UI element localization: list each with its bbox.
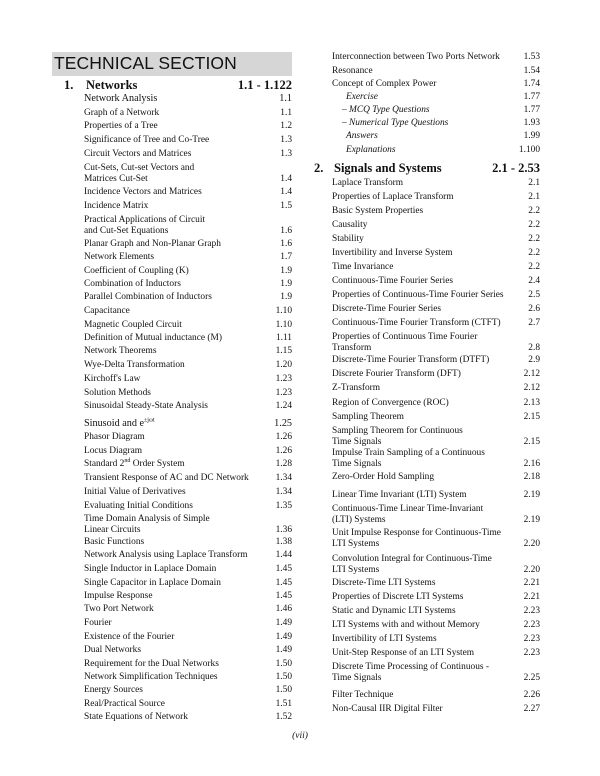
toc-entry	[84, 215, 292, 237]
toc-entry-title: Energy Sources	[84, 685, 143, 695]
toc-entry	[84, 578, 292, 589]
toc-entry	[84, 418, 292, 429]
toc-entry	[84, 473, 292, 484]
toc-entry	[332, 192, 540, 203]
toc-entry	[84, 388, 292, 399]
toc-entry-page: 1.50	[275, 685, 292, 695]
toc-entry-page: 1.36	[275, 525, 292, 535]
toc-entry-page: 2.12	[523, 369, 540, 379]
toc-entry-page: 1.100	[518, 145, 540, 155]
toc-entry-page: 1.11	[275, 333, 292, 343]
toc-entry-page: 1.28	[275, 459, 292, 469]
toc-entry-title: Standard 2nd Order System	[84, 457, 185, 469]
section-banner	[52, 52, 292, 76]
toc-entry	[84, 514, 292, 536]
toc-entry	[84, 459, 292, 470]
toc-entry	[332, 704, 540, 715]
toc-entry	[84, 320, 292, 331]
toc-entry-title: Explanations	[346, 145, 396, 155]
toc-entry-title: Properties of Continuous Time Fourier Transform	[332, 332, 478, 353]
toc-entry-title: Discrete Fourier Transform (DFT)	[332, 369, 461, 379]
toc-entry-page: 1.99	[523, 131, 540, 141]
toc-entry	[84, 360, 292, 371]
toc-entry-title: Incidence Vectors and Matrices	[84, 187, 202, 197]
toc-entry-title: Real/Practical Source	[84, 699, 165, 709]
chapter-title: Signals and Systems	[334, 161, 442, 175]
toc-entry-page: 2.23	[523, 634, 540, 644]
toc-entry-page: 2.21	[523, 592, 540, 602]
toc-entry-page: 2.1	[528, 178, 540, 188]
toc-entry-title: Resonance	[332, 66, 373, 76]
toc-entry-page: 1.46	[275, 604, 292, 614]
toc-entry-page: 2.6	[528, 304, 540, 314]
toc-entry	[84, 550, 292, 561]
toc-entry	[84, 672, 292, 683]
toc-entry	[332, 248, 540, 259]
toc-entry-title: Planar Graph and Non-Planar Graph	[84, 239, 221, 249]
toc-entry-page: 2.2	[528, 262, 540, 272]
toc-entry-page: 1.49	[275, 632, 292, 642]
toc-entry-title: Non-Causal IIR Digital Filter	[332, 704, 443, 714]
toc-entry-page: 1.26	[275, 432, 292, 442]
toc-entry-page: 2.15	[523, 412, 540, 422]
toc-entry-page: 1.20	[275, 360, 292, 370]
toc-entry-page: 1.77	[523, 92, 540, 102]
chapter-title: Networks	[86, 78, 138, 92]
toc-entry	[332, 426, 540, 448]
toc-entry	[84, 712, 292, 723]
toc-entry-page: 1.74	[523, 79, 540, 89]
toc-entry-page: 2.9	[528, 355, 540, 365]
toc-entry-title: Fourier	[84, 618, 112, 628]
toc-entry-page: 1.4	[280, 187, 292, 197]
toc-entry-page: 1.3	[280, 149, 292, 159]
toc-entry-page: 1.9	[280, 279, 292, 289]
toc-entry	[332, 412, 540, 423]
toc-entry	[84, 537, 292, 548]
toc-entry	[84, 374, 292, 385]
toc-entry-title: Linear Time Invariant (LTI) System	[332, 490, 467, 500]
toc-entry-page: 1.3	[280, 135, 292, 145]
toc-entry-title: Interconnection between Two Ports Network	[332, 52, 500, 62]
toc-entry-page: 1.44	[275, 550, 292, 560]
toc-entry-page: 1.34	[275, 487, 292, 497]
toc-entry-title: Time Domain Analysis of Simple Linear Circuits	[84, 514, 210, 535]
toc-entry-page: 1.6	[280, 226, 292, 236]
toc-entry	[332, 448, 540, 470]
toc-entry-title: Significance of Tree and Co-Tree	[84, 135, 210, 145]
toc-entry-title: Cut-Sets, Cut-set Vectors and Matrices Cut-Set	[84, 163, 195, 184]
toc-entry-title: Answers	[346, 131, 378, 141]
toc-entry	[332, 490, 540, 501]
toc-entry-title: Unit Impulse Response for Continuous-Time LTI Systems	[332, 528, 501, 549]
toc-entry-page: 2.19	[523, 490, 540, 500]
toc-entry-title: Discrete-Time Fourier Series	[332, 304, 442, 314]
toc-entry-page: 1.45	[275, 591, 292, 601]
toc-entry-page: 2.21	[523, 578, 540, 588]
toc-entry-title: Parallel Combination of Inductors	[84, 292, 212, 302]
toc-entry	[332, 105, 540, 116]
toc-entry	[84, 632, 292, 643]
toc-entry-page: 1.23	[275, 388, 292, 398]
toc-entry-title: Network Simplification Techniques	[84, 672, 218, 682]
toc-entry-title: Sampling Theorem for Continuous Time Signals	[332, 426, 463, 447]
toc-entry	[332, 690, 540, 701]
toc-entry-page: 2.2	[528, 234, 540, 244]
toc-entry-title: Continuous-Time Fourier Transform (CTFT)	[332, 318, 501, 328]
toc-entry	[84, 187, 292, 198]
toc-entry	[84, 604, 292, 615]
toc-entry-title: Continuous-Time Linear Time-Invariant (LTI) Systems	[332, 504, 484, 525]
toc-entry-title: Properties of Laplace Transform	[332, 192, 454, 202]
toc-entry	[84, 266, 292, 277]
toc-entry-page: 2.27	[523, 704, 540, 714]
toc-entry-page: 1.5	[280, 201, 292, 211]
toc-entry	[84, 564, 292, 575]
toc-entry-page: 2.2	[528, 248, 540, 258]
toc-entry-page: 1.54	[523, 66, 540, 76]
toc-entry-page: 1.26	[275, 446, 292, 456]
toc-entry-page: 2.18	[523, 472, 540, 482]
toc-entry-title: Stability	[332, 234, 364, 244]
toc-entry-page: 1.50	[275, 659, 292, 669]
toc-entry-page: 1.15	[275, 346, 292, 356]
toc-entry	[332, 52, 540, 63]
toc-entry	[84, 591, 292, 602]
toc-entry	[332, 648, 540, 659]
toc-entry-title: Discrete Time Processing of Continuous - Time Signals	[332, 662, 490, 683]
section-title: TECHNICAL SECTION	[54, 53, 237, 73]
toc-entry	[332, 634, 540, 645]
toc-entry	[332, 383, 540, 394]
toc-entry-title: State Equations of Network	[84, 712, 188, 722]
toc-entry-title: Circuit Vectors and Matrices	[84, 149, 192, 159]
toc-entry	[332, 578, 540, 589]
toc-entry	[84, 432, 292, 443]
toc-entry	[332, 131, 540, 142]
toc-entry	[332, 178, 540, 189]
toc-entry	[332, 262, 540, 273]
toc-entry	[332, 304, 540, 315]
toc-entry-page: 2.5	[528, 290, 540, 300]
toc-entry-page: 1.45	[275, 564, 292, 574]
toc-entry	[332, 592, 540, 603]
toc-entry	[332, 318, 540, 329]
toc-entry	[84, 501, 292, 512]
toc-entry-title: Locus Diagram	[84, 446, 143, 456]
toc-entry-page: 1.23	[275, 374, 292, 384]
toc-entry	[332, 79, 540, 90]
toc-entry-title: – MCQ Type Questions	[342, 105, 430, 115]
toc-entry-title: Network Analysis using Laplace Transform	[84, 550, 248, 560]
toc-entry	[84, 306, 292, 317]
toc-entry-title: Initial Value of Derivatives	[84, 487, 186, 497]
toc-entry	[84, 487, 292, 498]
toc-entry	[332, 290, 540, 301]
toc-entry	[84, 685, 292, 696]
toc-entry	[84, 699, 292, 710]
toc-entry-page: 1.49	[275, 645, 292, 655]
toc-entry	[332, 220, 540, 231]
toc-entry-page: 2.2	[528, 206, 540, 216]
toc-entry-page: 2.8	[528, 343, 540, 353]
toc-entry-page: 1.1	[280, 108, 292, 118]
toc-entry	[332, 66, 540, 77]
toc-entry-title: Discrete-Time Fourier Transform (DTFT)	[332, 355, 490, 365]
toc-entry-page: 2.19	[523, 515, 540, 525]
toc-entry-page: 2.20	[523, 539, 540, 549]
toc-entry	[84, 163, 292, 185]
toc-entry-page: 2.23	[523, 620, 540, 630]
toc-entry-page: 2.20	[523, 565, 540, 575]
toc-entry-title: Kirchoff's Law	[84, 374, 141, 384]
toc-entry-page: 1.7	[280, 252, 292, 262]
toc-entry-title: Coefficient of Coupling (K)	[84, 266, 189, 276]
toc-entry	[84, 401, 292, 412]
toc-entry-page: 2.12	[523, 383, 540, 393]
toc-entry-page: 2.15	[523, 437, 540, 447]
toc-entry-title: Discrete-Time LTI Systems	[332, 578, 436, 588]
toc-entry-page: 1.50	[275, 672, 292, 682]
toc-entry-title: Network Analysis	[84, 93, 158, 104]
toc-entry-title: Combination of Inductors	[84, 279, 181, 289]
toc-entry-page: 1.38	[275, 537, 292, 547]
superscript: ±jωt	[144, 417, 155, 424]
chapter-number: 2.	[314, 161, 324, 175]
toc-entry	[84, 659, 292, 670]
toc-entry-title: Evaluating Initial Conditions	[84, 501, 193, 511]
toc-entry-page: 2.1	[528, 192, 540, 202]
toc-entry-title: Sampling Theorem	[332, 412, 404, 422]
toc-entry-page: 1.52	[275, 712, 292, 722]
toc-entry	[84, 108, 292, 119]
toc-entry-title: Capacitance	[84, 306, 130, 316]
toc-entry-title: Sinusoid and $e^{\pm j\omega t}$	[84, 417, 155, 429]
toc-entry	[84, 135, 292, 146]
toc-entry-title: Transient Response of AC and DC Network	[84, 473, 249, 483]
toc-entry-page: 1.2	[280, 121, 292, 131]
chapter-number: 1.	[64, 78, 74, 92]
toc-entry	[84, 645, 292, 656]
toc-entry	[332, 369, 540, 380]
toc-entry-title: Convolution Integral for Continuous-Time LTI Systems	[332, 554, 492, 575]
toc-entry-page: 2.4	[528, 276, 540, 286]
toc-entry-page: 2.7	[528, 318, 540, 328]
chapter-page-range: 1.1 - 1.122	[237, 78, 292, 92]
toc-entry-title: Continuous-Time Fourier Series	[332, 276, 454, 286]
toc-entry-page: 1.4	[280, 174, 292, 184]
toc-entry-title: Laplace Transform	[332, 178, 404, 188]
toc-entry	[332, 332, 540, 354]
toc-entry-title: Phasor Diagram	[84, 432, 145, 442]
toc-entry	[332, 554, 540, 576]
toc-entry-title: Impulse Train Sampling of a Continuous Time Signals	[332, 448, 485, 469]
toc-entry-title: Concept of Complex Power	[332, 79, 437, 89]
toc-entry	[84, 346, 292, 357]
toc-entry	[332, 145, 540, 156]
toc-entry-page: 1.35	[275, 501, 292, 511]
chapter-heading-signals-systems	[314, 161, 540, 177]
toc-entry-page: 2.23	[523, 606, 540, 616]
toc-entry	[332, 206, 540, 217]
toc-entry-title: Requirement for the Dual Networks	[84, 659, 219, 669]
toc-entry-page: 2.25	[523, 673, 540, 683]
toc-entry-page: 1.25	[274, 418, 292, 429]
toc-entry	[332, 92, 540, 103]
toc-entry	[332, 472, 540, 483]
toc-entry-page: 1.53	[523, 52, 540, 62]
toc-entry	[332, 398, 540, 409]
toc-entry-title: Solution Methods	[84, 388, 151, 398]
toc-entry-title: Filter Technique	[332, 690, 394, 700]
toc-entry-title: Magnetic Coupled Circuit	[84, 320, 182, 330]
toc-entry-title: LTI Systems with and without Memory	[332, 620, 480, 630]
toc-entry	[84, 201, 292, 212]
toc-entry-page: 2.13	[523, 398, 540, 408]
toc-entry	[332, 118, 540, 129]
toc-entry-title: Two Port Network	[84, 604, 154, 614]
toc-entry-title: – Numerical Type Questions	[342, 118, 449, 128]
toc-entry-title: Graph of a Network	[84, 108, 160, 118]
toc-entry-title: Network Theorems	[84, 346, 157, 356]
toc-entry-title: Incidence Matrix	[84, 201, 149, 211]
toc-entry-title: Dual Networks	[84, 645, 142, 655]
toc-entry-page: 1.45	[275, 578, 292, 588]
toc-entry-page: 1.24	[275, 401, 292, 411]
toc-entry-title: Wye-Delta Transformation	[84, 360, 185, 370]
toc-entry	[332, 355, 540, 366]
toc-entry	[84, 149, 292, 160]
toc-entry-title: Properties of a Tree	[84, 121, 158, 131]
toc-entry	[332, 662, 540, 684]
toc-entry	[332, 234, 540, 245]
toc-entry	[332, 504, 540, 526]
toc-entry-title: Properties of Discrete LTI Systems	[332, 592, 464, 602]
toc-entry-page: 1.51	[275, 699, 292, 709]
toc-entry	[84, 618, 292, 629]
chapter-page-range: 2.1 - 2.53	[492, 161, 540, 175]
toc-entry-page: 1.1	[279, 93, 292, 104]
toc-entry-page: 1.77	[523, 105, 540, 115]
toc-entry-title: Existence of the Fourier	[84, 632, 175, 642]
toc-entry	[84, 252, 292, 263]
toc-entry-title: Region of Convergence (ROC)	[332, 398, 449, 408]
toc-entry-page: 1.10	[275, 320, 292, 330]
toc-entry-title: Practical Applications of Circuit and Cut-Set Equations	[84, 215, 206, 236]
toc-entry-page: 2.2	[528, 220, 540, 230]
toc-entry-page: 1.9	[280, 266, 292, 276]
toc-entry-page: 1.10	[275, 306, 292, 316]
toc-entry-page: 1.93	[523, 118, 540, 128]
toc-entry	[84, 93, 292, 104]
toc-entry-title: Basic Functions	[84, 537, 145, 547]
toc-entry	[84, 121, 292, 132]
toc-entry-title: Single Inductor in Laplace Domain	[84, 564, 217, 574]
toc-entry-title: Invertibility and Inverse System	[332, 248, 453, 258]
toc-entry-title: Z-Transform	[332, 383, 381, 393]
toc-entry-title: Unit-Step Response of an LTI System	[332, 648, 475, 658]
chapter-heading-networks	[64, 78, 292, 94]
toc-entry-page: 2.23	[523, 648, 540, 658]
toc-entry	[84, 446, 292, 457]
toc-entry-title: Sinusoidal Steady-State Analysis	[84, 401, 208, 411]
toc-entry-title: Causality	[332, 220, 368, 230]
toc-entry-page: 2.26	[523, 690, 540, 700]
toc-entry-title: Invertibility of LTI Systems	[332, 634, 437, 644]
toc-entry-title: Properties of Continuous-Time Fourier Series	[332, 290, 504, 300]
toc-entry-page: 1.34	[275, 473, 292, 483]
toc-entry-page: 1.6	[280, 239, 292, 249]
toc-entry-page: 1.49	[275, 618, 292, 628]
toc-entry-title: Definition of Mutual inductance (M)	[84, 333, 222, 343]
toc-entry-title: Zero-Order Hold Sampling	[332, 472, 435, 482]
toc-entry	[332, 606, 540, 617]
toc-entry-title: Exercise	[346, 92, 378, 102]
superscript: nd	[124, 457, 131, 464]
toc-entry-title: Network Elements	[84, 252, 155, 262]
toc-entry	[84, 279, 292, 290]
toc-entry	[84, 333, 292, 344]
page-number: (vii)	[292, 731, 308, 741]
toc-entry-title: Basic System Properties	[332, 206, 424, 216]
toc-entry-page: 1.9	[280, 292, 292, 302]
toc-entry	[332, 528, 540, 550]
toc-entry-title: Impulse Response	[84, 591, 153, 601]
toc-entry	[84, 239, 292, 250]
toc-entry	[332, 620, 540, 631]
toc-entry-page: 2.16	[523, 459, 540, 469]
toc-entry	[332, 276, 540, 287]
toc-entry-title: Single Capacitor in Laplace Domain	[84, 578, 221, 588]
toc-entry	[84, 292, 292, 303]
toc-entry-title: Time Invariance	[332, 262, 394, 272]
toc-entry-title: Static and Dynamic LTI Systems	[332, 606, 456, 616]
